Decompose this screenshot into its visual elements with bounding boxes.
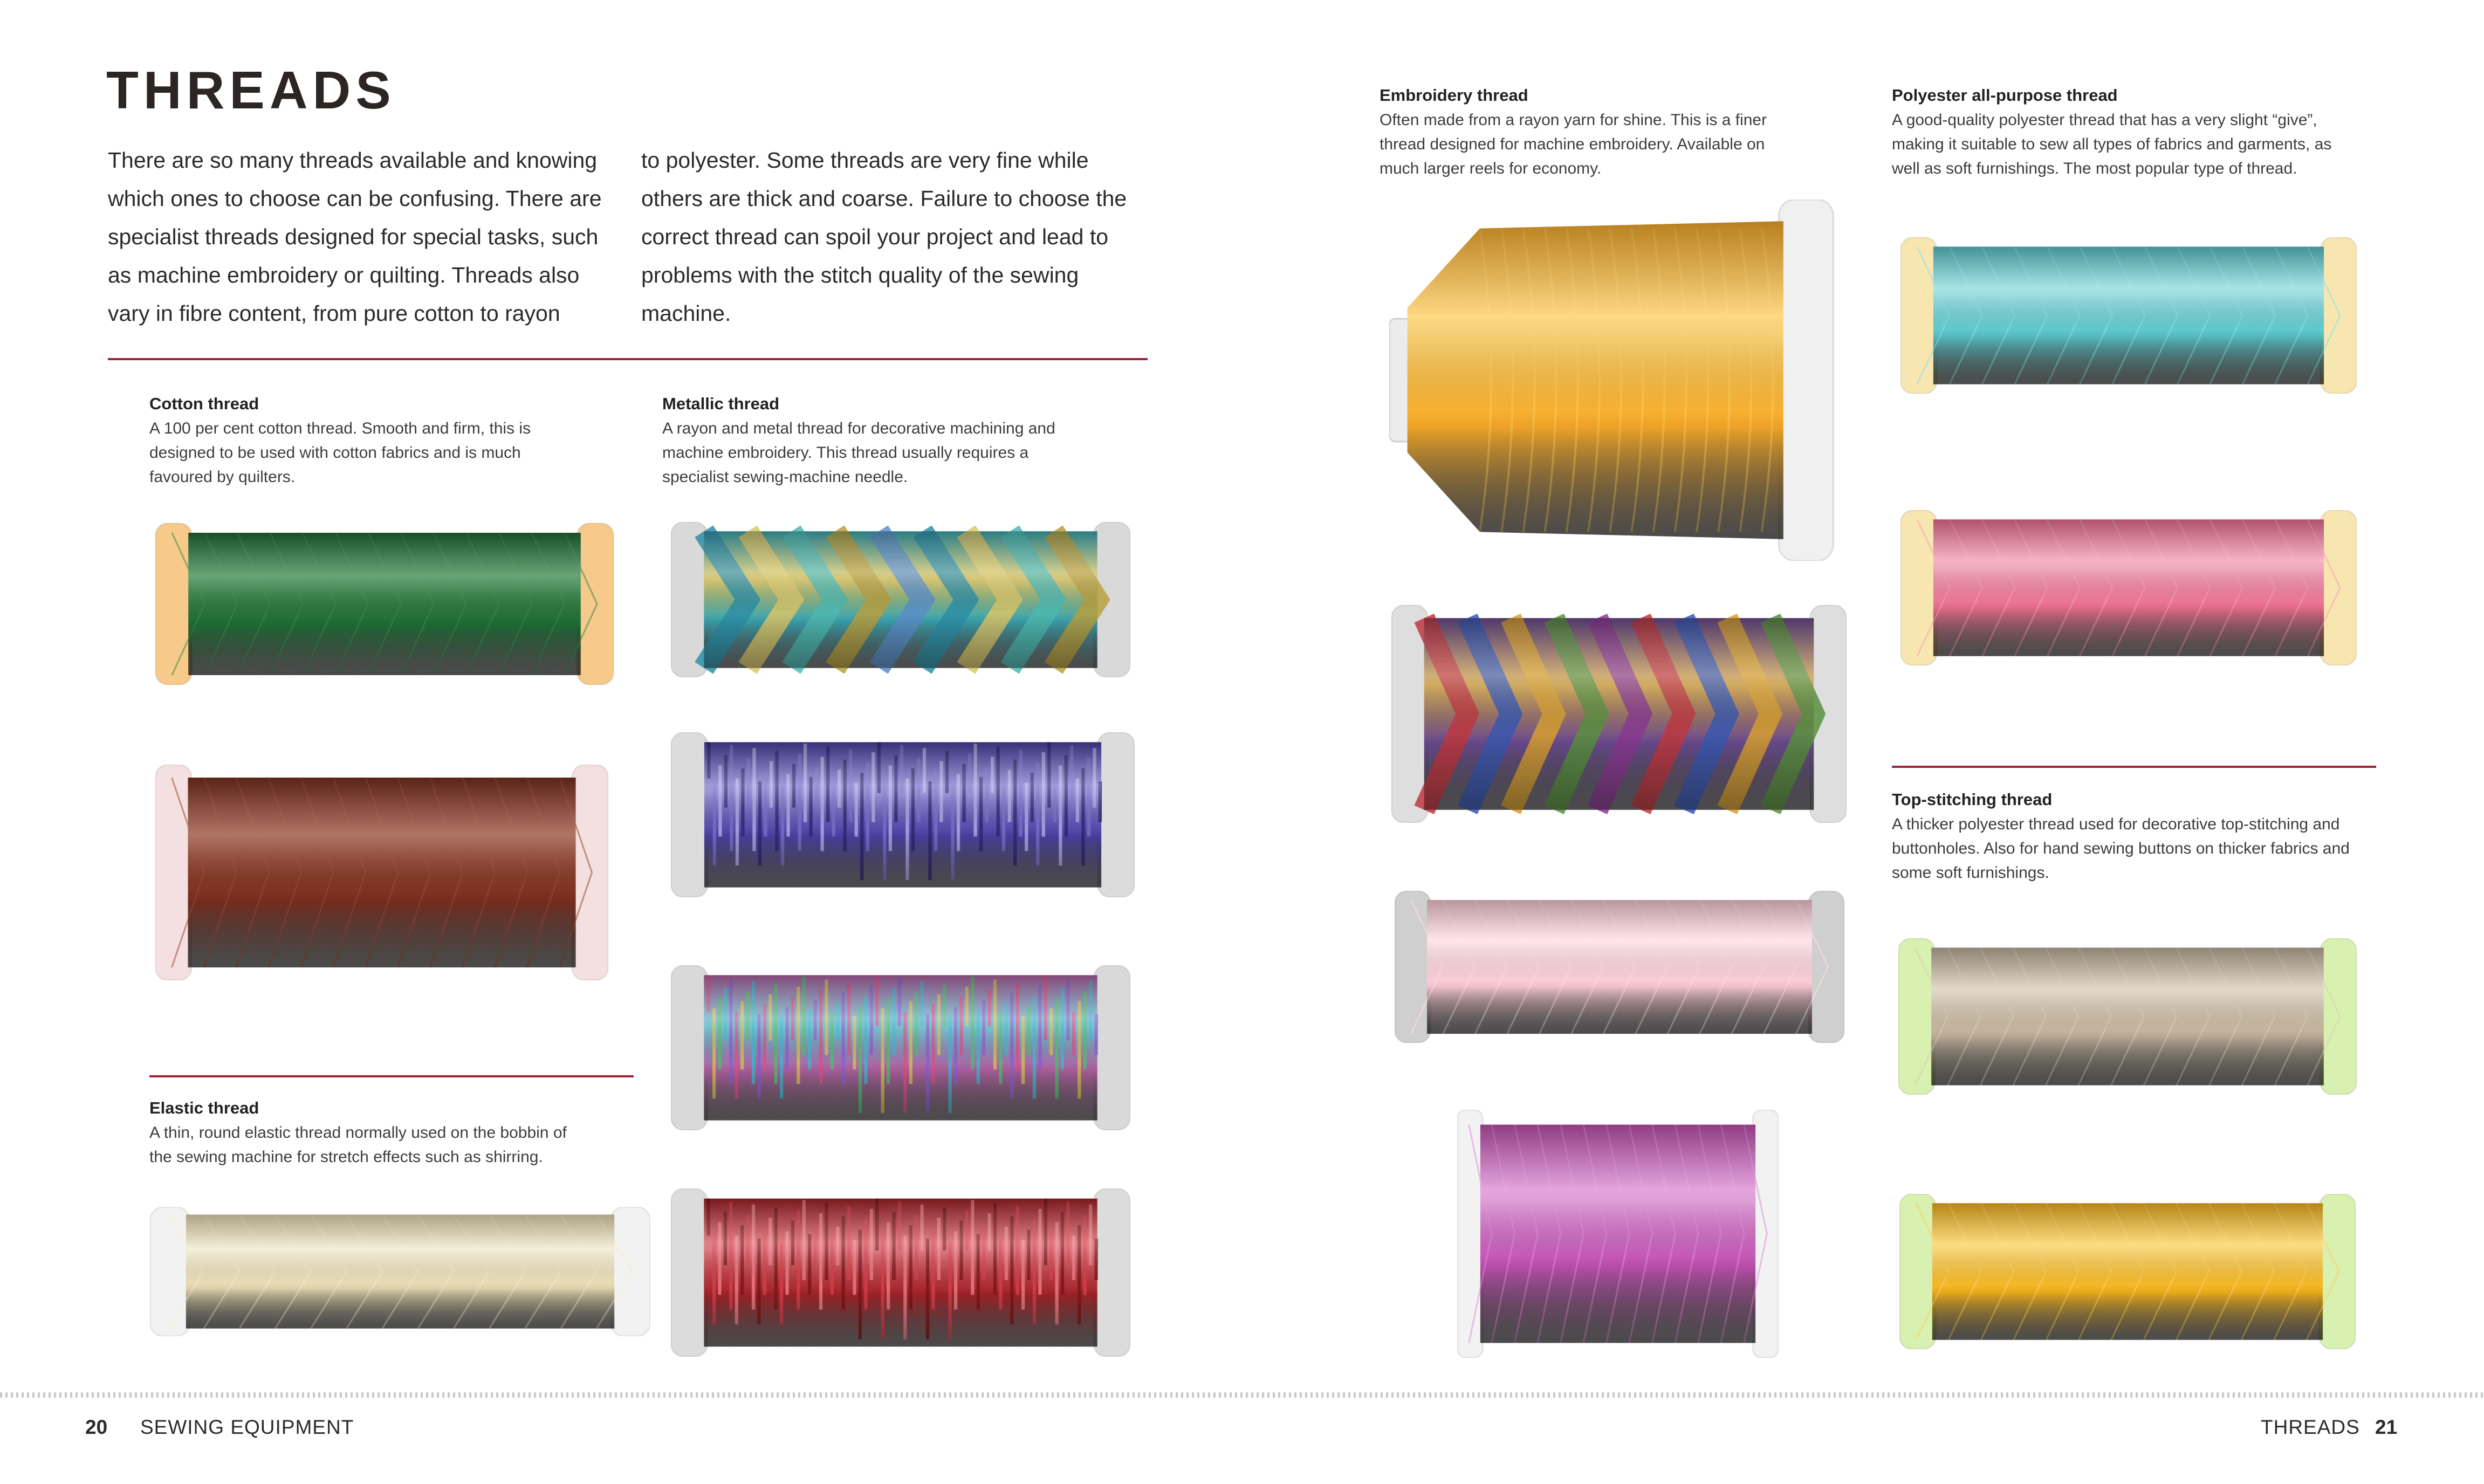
polyester-thread-description: A good-quality polyester thread that has a very slight “give”, making it suitable to sew all types of fabrics and garments, as well as soft furnishings. The most popular type of thread.	[1892, 111, 2332, 177]
spool-elastic-cream	[150, 1207, 650, 1336]
left-running-head: SEWING EQUIPMENT	[140, 1416, 354, 1438]
spool-metallic-red	[671, 1188, 1130, 1357]
left-page-number: 20	[85, 1416, 108, 1438]
intro-column-2: to polyester. Some threads are very fine while others are thick and coarse. Failure to choose the correct thread can spoil your project and lead to problems with the stitch quality of the sewing machine.	[641, 148, 1127, 326]
cotton-thread-description: A 100 per cent cotton thread. Smooth and firm, this is designed to be used with cotton fabrics and is much favoured by quilters.	[149, 420, 531, 486]
spool-cotton-brown	[155, 765, 608, 980]
polyester-thread-heading: Polyester all-purpose thread	[1892, 86, 2118, 105]
metallic-thread-heading: Metallic thread	[662, 394, 780, 413]
spool-embroidery-pink	[1395, 891, 1844, 1043]
spool-topstitch-yellow	[1899, 1194, 2356, 1349]
page-title: THREADS	[106, 60, 396, 120]
embroidery-thread-description: Often made from a rayon yarn for shine. This is a finer thread designed for machine embroidery. Available on much larger reels for economy.	[1380, 111, 1767, 177]
intro-column-1: There are so many threads available and knowing which ones to choose can be confusing. There are specialist threads designed for special tasks, such as machine embroidery or quilting. Threads also vary in fibre content, from pure cotton to rayon	[108, 148, 602, 326]
topstitch-thread-description: A thicker polyester thread used for decorative top-stitching and buttonholes. Also for hand sewing buttons on thicker fabrics and some soft furnishings.	[1892, 815, 2350, 882]
spool-metallic-variegated	[671, 522, 1130, 677]
spool-embroidery-orange	[1389, 200, 1842, 561]
embroidery-thread-heading: Embroidery thread	[1380, 86, 1528, 105]
elastic-thread-description: A thin, round elastic thread normally used on the bobbin of the sewing machine for stretch effects such as shirring.	[149, 1124, 567, 1166]
elastic-divider	[149, 1075, 634, 1077]
cotton-thread-heading: Cotton thread	[149, 394, 259, 413]
elastic-thread-heading: Elastic thread	[149, 1098, 259, 1117]
spool-metallic-purple	[671, 732, 1135, 897]
metallic-thread-description: A rayon and metal thread for decorative machining and machine embroidery. This thread usually requires a specialist sewing-machine needle.	[662, 420, 1055, 486]
spool-metallic-rainbow	[671, 965, 1130, 1130]
spool-polyester-turquoise	[1900, 237, 2357, 394]
right-running-head: THREADS	[2261, 1416, 2360, 1438]
footer-dotted-rule	[0, 1392, 2484, 1398]
spool-embroidery-magenta	[1457, 1110, 1779, 1358]
spool-cotton-green	[155, 523, 614, 685]
right-page-number: 21	[2375, 1416, 2398, 1438]
topstitch-thread-heading: Top-stitching thread	[1892, 790, 2053, 809]
intro-divider	[108, 358, 1148, 360]
spool-topstitch-beige	[1898, 938, 2357, 1095]
spool-embroidery-variegated	[1391, 605, 1847, 823]
spool-polyester-pink	[1900, 510, 2357, 665]
topstitch-divider	[1892, 766, 2376, 768]
